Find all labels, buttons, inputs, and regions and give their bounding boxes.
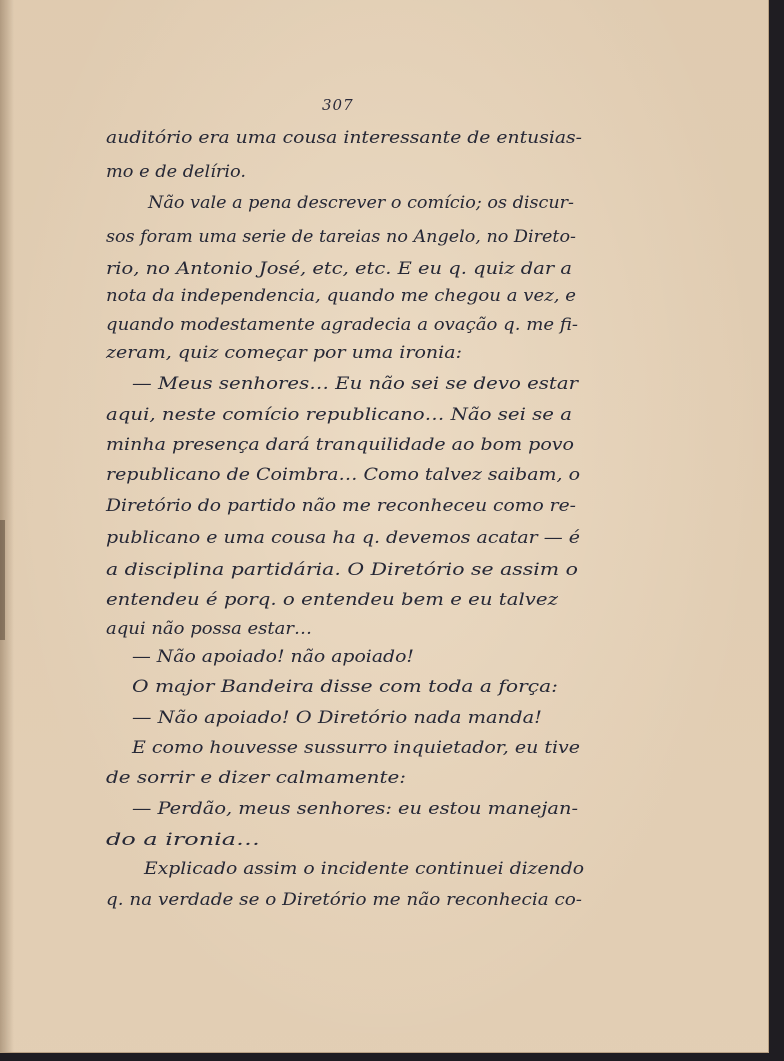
manuscript-line: republicano de Coimbra… Como talvez saibam, o — [106, 465, 580, 485]
manuscript-line: sos foram uma serie de tareias no Angelo, no Direto- — [106, 227, 576, 247]
manuscript-line: aqui não possa estar… — [106, 619, 312, 639]
manuscript-line: — Perdão, meus senhores: eu estou manejan- — [132, 799, 578, 819]
manuscript-line: nota da independencia, quando me chegou a vez, e — [106, 286, 576, 306]
manuscript-line: zeram, quiz começar por uma ironia: — [106, 343, 463, 363]
manuscript-line: — Não apoiado! não apoiado! — [132, 647, 414, 667]
manuscript-line: minha presença dará tranquilidade ao bom povo — [106, 435, 574, 455]
manuscript-line: mo e de delírio. — [106, 162, 246, 182]
manuscript-line: — Não apoiado! O Diretório nada manda! — [132, 708, 542, 728]
page-number: 307 — [322, 96, 354, 114]
manuscript-line: O major Bandeira disse com toda a força: — [132, 677, 558, 697]
manuscript-line: E como houvesse sussurro inquietador, eu tive — [132, 738, 580, 758]
manuscript-line: publicano e uma cousa ha q. devemos acatar — é — [106, 528, 580, 548]
manuscript-line: Explicado assim o incidente continuei dizendo — [144, 859, 584, 879]
manuscript-line: quando modestamente agradecia a ovação q. me fi- — [106, 315, 578, 335]
manuscript-line: Diretório do partido não me reconheceu como re- — [106, 496, 576, 516]
manuscript-line: aqui, neste comício republicano… Não sei se a — [106, 405, 572, 425]
manuscript-line: auditório era uma cousa interessante de entusias- — [106, 128, 582, 148]
manuscript-line: do a ironia… — [106, 830, 260, 850]
manuscript-line: — Meus senhores… Eu não sei se devo estar — [132, 374, 578, 394]
binding-tab — [0, 520, 5, 640]
manuscript-line: rio, no Antonio José, etc, etc. E eu q. quiz dar a — [106, 259, 572, 279]
manuscript-line: de sorrir e dizer calmamente: — [106, 768, 406, 788]
manuscript-line: q. na verdade se o Diretório me não reconhecia co- — [106, 890, 582, 910]
manuscript-line: entendeu é porq. o entendeu bem e eu talvez — [106, 590, 558, 610]
manuscript-line: a disciplina partidária. O Diretório se assim o — [106, 560, 578, 580]
manuscript-line: Não vale a pena descrever o comício; os discur- — [148, 193, 574, 213]
